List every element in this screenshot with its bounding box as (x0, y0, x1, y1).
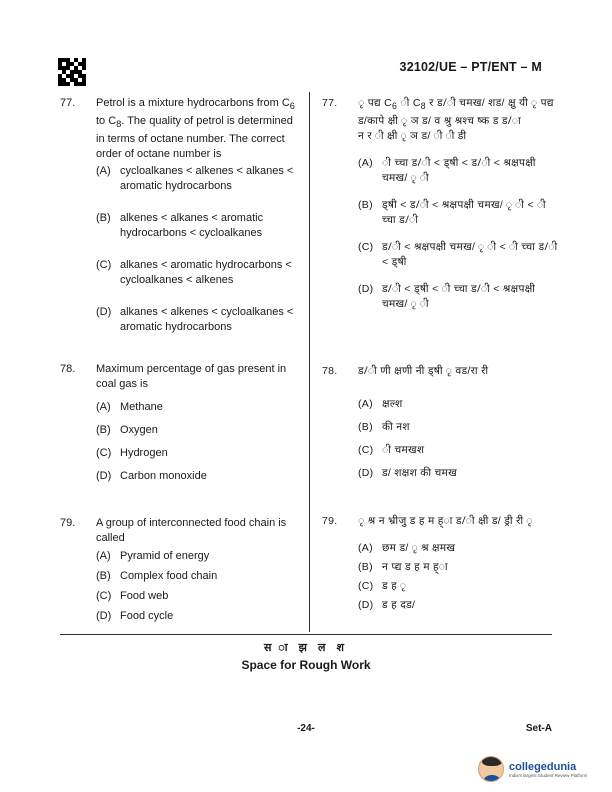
brand-tagline: India's largest Student Review Platform (509, 772, 588, 778)
column-divider (309, 92, 310, 632)
question-number: 77. (322, 97, 338, 109)
question-79-hi (322, 514, 562, 613)
option-d[interactable]: (D) ड ह दड/ (358, 599, 416, 611)
option-a[interactable]: (A) छम ड/ ृ श्र क्षमख (358, 542, 456, 554)
option-b[interactable]: (B) alkenes < alkanes < aromatic hydrocarbons < cycloalkanes (96, 212, 264, 240)
question-78-en (60, 362, 300, 484)
option-b[interactable]: (B) न प्द्य ड ह म ह्ा (358, 561, 448, 573)
option-c[interactable]: (C) alkanes < aromatic hydrocarbons < cycloalkanes < alkenes (96, 259, 292, 287)
option-a[interactable]: (A) Pyramid of energy (96, 550, 210, 562)
collegedunia-logo (478, 752, 608, 786)
option-a[interactable]: (A) cycloalkanes < alkenes < alkanes < aromatic hydrocarbons (96, 165, 294, 193)
option-b[interactable]: (B) ड्षी < ड/ी < श्रक्षपक्षी चमख/ ृ ी < ी च्चा ड/ी (358, 199, 546, 227)
option-d[interactable]: (D) Carbon monoxide (96, 470, 207, 482)
option-c[interactable]: (C) ी चमखश (358, 444, 425, 456)
question-number: 78. (322, 365, 338, 377)
question-number: 79. (322, 515, 338, 527)
question-78-hi (322, 364, 562, 481)
option-d[interactable]: (D) alkanes < alkenes < cycloalkanes < aromatic hydrocarbons (96, 306, 294, 334)
question-number: 79. (60, 517, 76, 529)
option-d[interactable]: (D) Food cycle (96, 610, 174, 622)
question-79-en (60, 516, 300, 624)
rough-work-label: Space for Rough Work (241, 658, 371, 672)
question-77-en (60, 96, 300, 335)
option-d[interactable]: (D) ड/ शक्षश की चमख (358, 467, 458, 479)
question-number: 77. (60, 97, 76, 109)
rough-work-label-hindi: स ा झ ल श (263, 642, 349, 654)
question-text: Petrol is a mixture hydrocarbons from $C_6$ to $C_8$. The quality of petrol is determined in terms of octane number. The correct order of octane number is (96, 97, 295, 161)
qr-code (58, 58, 86, 86)
set-label: Set-A (525, 723, 552, 734)
question-text: ृ श्र न भ्रीजु ड ह म ह्ा ड/ी क्षी ड/ ड्री री ृ (358, 515, 533, 527)
question-text: ड/ी णी क्षणी नी ड्षी ृ वड/रा री (358, 365, 489, 377)
question-text: ृ पद्य $C_6$ ी $C_8$ र ड/ी चमख/ शड/ क्षु यी ृ पद्य ड/कापे क्षी ृ ञ ड/ व श्रु श्रश्च ष्क ड ड/ा न र ी क्षी ृ ञ ड/ ी ी डी (358, 97, 554, 143)
option-a[interactable]: (A) ी च्चा ड/ी < ड्षी < ड/ी < श्रक्षपक्षी चमख/ ृ ी (358, 157, 536, 185)
avatar-icon (478, 756, 504, 782)
brand-name: collegedunia (509, 760, 577, 773)
option-b[interactable]: (B) Complex food chain (96, 570, 218, 582)
option-b[interactable]: (B) की नश (358, 421, 410, 433)
rough-work-divider (60, 634, 552, 635)
option-d[interactable]: (D) ड/ी < ड्षी < ी च्चा ड/ी < श्रक्षपक्षी चमख/ ृ ी (358, 283, 536, 311)
option-c[interactable]: (C) Hydrogen (96, 447, 168, 459)
option-a[interactable]: (A) क्षल्श (358, 398, 403, 410)
question-77-hi (322, 96, 562, 312)
option-a[interactable]: (A) Methane (96, 401, 163, 413)
option-b[interactable]: (B) Oxygen (96, 424, 158, 436)
option-c[interactable]: (C) Food web (96, 590, 169, 602)
paper-code: 32102/UE – PT/ENT – M (399, 60, 542, 74)
option-c[interactable]: (C) ड/ी < श्रक्षपक्षी चमख/ ृ ी < ी च्चा ड/ी < ड्षी (358, 241, 558, 269)
question-text: Maximum percentage of gas present in coal gas is (96, 363, 287, 390)
question-text: A group of interconnected food chain is called (96, 517, 287, 544)
option-c[interactable]: (C) ड ह ृ (358, 580, 407, 592)
question-number: 78. (60, 363, 76, 375)
page-number: -24- (297, 723, 315, 734)
